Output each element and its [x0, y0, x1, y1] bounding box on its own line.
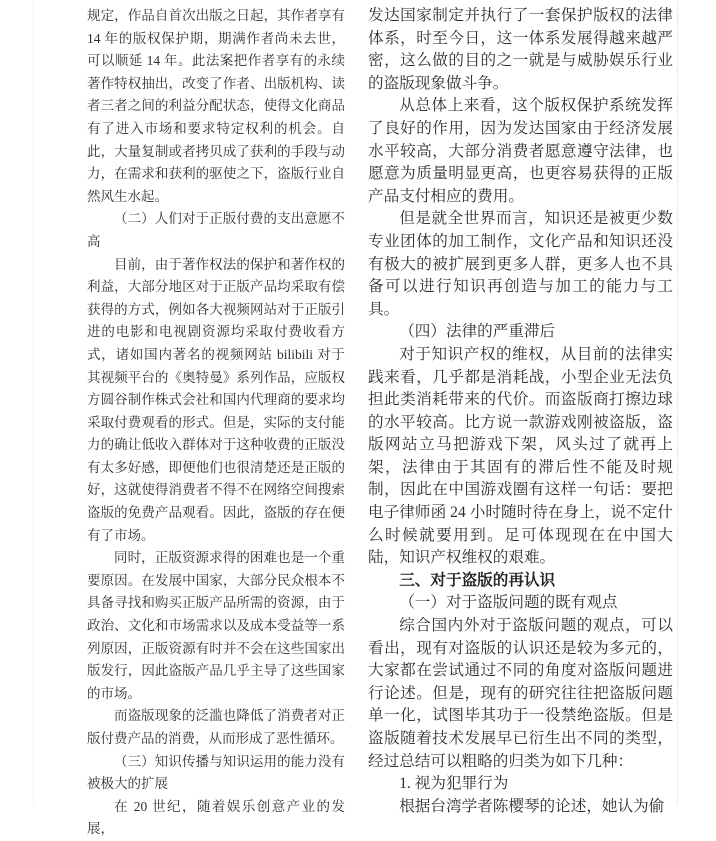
paragraph: 根据台湾学者陈樱琴的论述，她认为偷 [399, 797, 665, 815]
paragraph: （二）人们对于正版付费的支出意愿不高 [87, 211, 345, 249]
section-heading: 三、对于盗版的再认识 [399, 571, 556, 589]
paragraph: 规定，作品自首次出版之日起，其作者享有 14 年的版权保护期，期满作者尚未去世，可以顺延 14 年。此法案把作者享有的永续著作特权抽出，改变了作者、出版机构、读者三者之间的利益分配状态，使得文化商品有了进入市场和要求特定权利的机会。自此，大量复制或者拷贝成了获利的手段与动力，在需求和获利的驱使之下，盗版行业自然风生水起。 [87, 8, 345, 204]
paragraph: 目前，由于著作权法的保护和著作权的利益，大部分地区对于正版产品均采取有偿获得的方式，例如各大视频网站对于正版引进的电影和电视剧资源均采取付费收看方式，诸如国内著名的视频网站 bilibili 对于其视频平台的《奥特曼》系列作品，应版权方圆谷制作株式会社和国内代理商的要求均采取付费观看的形式。但是，实际的支付能力的确让低收入群体对于这种收费的正版没有太多好感，即便他们也很清楚还是正版的好，这就使得消费者不得不在网络空间搜索盗版的免费产品观看。因此，盗版的存在便有了市场。 [87, 256, 345, 543]
paragraph: 发达国家制定并执行了一套保护版权的法律体系，时至今日，这一体系发展得越来越严密，这么做的目的之一就是与威胁娱乐行业的盗版现象做斗争。 [368, 7, 673, 92]
paragraph: 从总体上来看，这个版权保护系统发挥了良好的作用，因为发达国家由于经济发展水平较高，大部分消费者愿意遵守法律，也愿意为质量明显更高，也更容易获得的正版产品支付相应的费用。 [368, 97, 673, 205]
paragraph: 1. 视为犯罪行为 [399, 775, 509, 793]
paragraph: 综合国内外对于盗版问题的观点，可以看出，现有对盗版的认识还是较为多元的，大家都在尝试通过不同的角度对盗版问题进行论述。但是，现有的研究往往把盗版问题单一化，试图毕其功于一役禁绝盗版。但是盗版随着技术发展早已衍生出不同的类型，经过总结可以粗略的归类为如下几种： [368, 617, 673, 770]
paragraph: 在 20 世纪，随着娱乐创意产业的发展， [87, 798, 345, 837]
left-column [87, 5, 345, 841]
scan-artifact-line-right [677, 0, 678, 805]
scan-artifact-line-left [33, 0, 34, 805]
paragraph: （三）知识传播与知识运用的能力没有被极大的扩展 [87, 753, 345, 792]
paragraph: （一）对于盗版问题的既有观点 [399, 594, 618, 612]
paragraph: 而盗版现象的泛滥也降低了消费者对正版付费产品的消费，从而形成了恶性循环。 [87, 708, 345, 746]
paragraph: 同时，正版资源求得的困难也是一个重要原因。在发展中国家，大部分民众根本不具备寻找和购买正版产品所需的资源，由于政治、文化和市场需求以及成本受益等一系列原因，正版资源有时并不会在这些国家出版发行，因此盗版产品几乎主导了这些国家的市场。 [87, 550, 345, 701]
paragraph: 对于知识产权的维权，从目前的法律实践来看，几乎都是消耗战，小型企业无法负担此类消耗带来的代价。而盗版商打擦边球的水平较高。比方说一款游戏刚被盗版，盗版网站立马把游戏下架，风头过了就再上架，法律由于其固有的滞后性不能及时规制，因此在中国游戏圈有这样一句话：要把电子律师函 24 小时随时待在身上，说不定什么时候就要用到。足可体现现在在中国大陆，知识产权维权的艰难。 [368, 345, 673, 567]
right-column [368, 5, 673, 818]
paragraph: （四）法律的严重滞后 [399, 323, 556, 341]
paragraph: 但是就全世界而言，知识还是被更少数专业团体的加工制作，文化产品和知识还没有极大的被扩展到更多人群，更多人也不具备可以进行知识再创造与加工的能力与工具。 [368, 210, 673, 318]
